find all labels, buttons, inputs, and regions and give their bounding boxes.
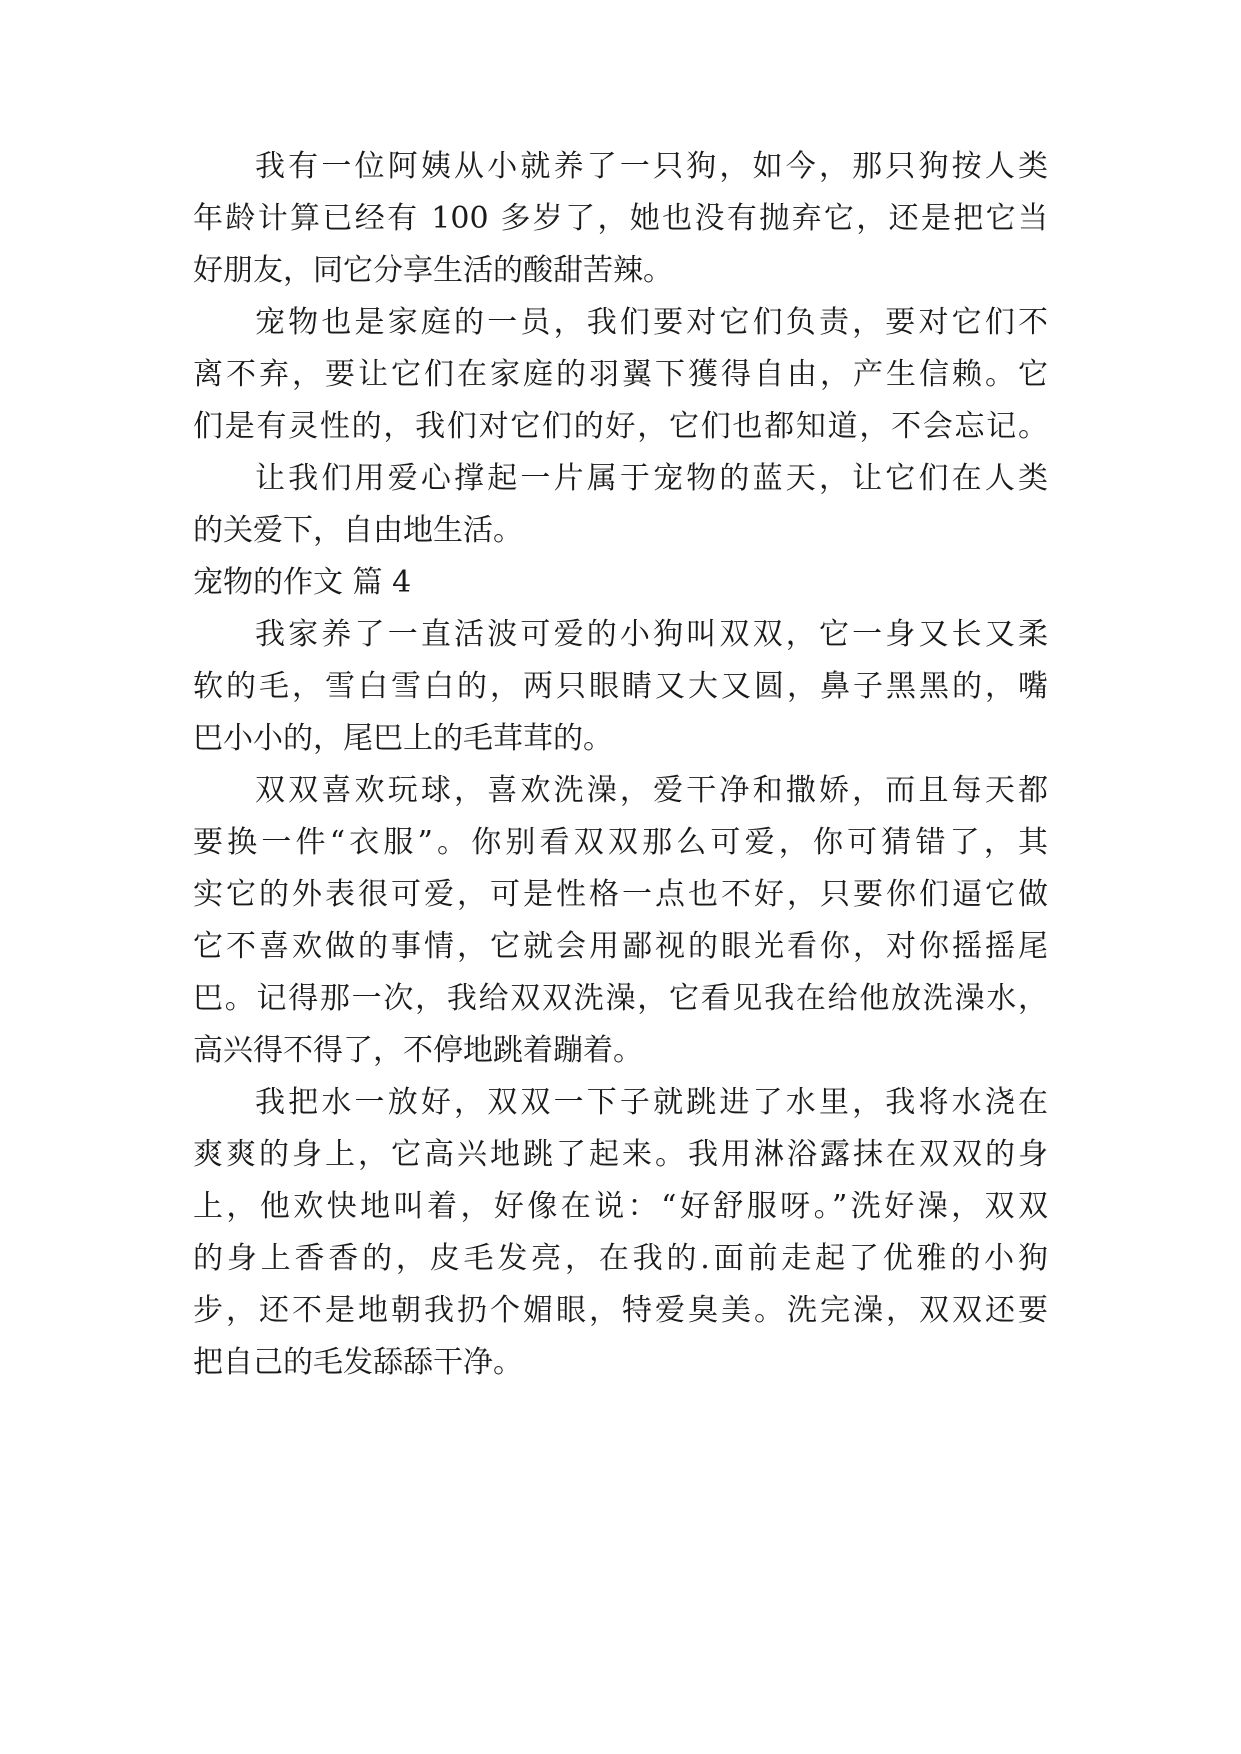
text-line: 我有一位阿姨从小就养了一只狗，如今，那只狗按人类 [255, 149, 1048, 184]
text-line: 我把水一放好，双双一下子就跳进了水里，我将水浇在 [255, 1085, 1048, 1120]
text-line: 要换一件“衣服”。你别看双双那么可爱，你可猜错了，其 [193, 825, 1048, 860]
text-line: 爽爽的身上，它高兴地跳了起来。我用淋浴露抹在双双的身 [193, 1137, 1048, 1172]
text-line: 年龄计算已经有 100 多岁了，她也没有抛弃它，还是把它当 [193, 201, 1048, 236]
text-line: 双双喜欢玩球，喜欢洗澡，爱干净和撒娇，而且每天都 [255, 773, 1048, 808]
text-line: 上，他欢快地叫着，好像在说：“好舒服呀。”洗好澡，双双 [193, 1189, 1048, 1224]
text-line: 宠物也是家庭的一员，我们要对它们负责，要对它们不 [255, 305, 1048, 340]
text-line: 把自己的毛发舔舔干净。 [193, 1345, 523, 1380]
text-line: 的关爱下，自由地生活。 [193, 513, 523, 548]
text-line: 让我们用爱心撑起一片属于宠物的蓝天，让它们在人类 [255, 461, 1048, 496]
text-line: 它不喜欢做的事情，它就会用鄙视的眼光看你，对你摇摇尾 [193, 929, 1048, 964]
text-line: 的身上香香的，皮毛发亮，在我的.面前走起了优雅的小狗 [193, 1241, 1048, 1276]
text-line: 软的毛，雪白雪白的，两只眼睛又大又圆，鼻子黑黑的，嘴 [193, 669, 1048, 704]
text-line: 好朋友，同它分享生活的酸甜苦辣。 [193, 253, 673, 288]
section-heading: 宠物的作文 篇 4 [193, 565, 412, 600]
text-line: 巴。记得那一次，我给双双洗澡，它看见我在给他放洗澡水， [193, 981, 1048, 1016]
text-line: 们是有灵性的，我们对它们的好，它们也都知道，不会忘记。 [193, 409, 1048, 444]
text-line: 实它的外表很可爱，可是性格一点也不好，只要你们逼它做 [193, 877, 1048, 912]
text-line: 我家养了一直活波可爱的小狗叫双双，它一身又长又柔 [255, 617, 1048, 652]
text-line: 步，还不是地朝我扔个媚眼，特爱臭美。洗完澡，双双还要 [193, 1293, 1048, 1328]
text-line: 巴小小的，尾巴上的毛茸茸的。 [193, 721, 613, 756]
text-line: 高兴得不得了，不停地跳着蹦着。 [193, 1033, 643, 1068]
text-line: 离不弃，要让它们在家庭的羽翼下獲得自由，产生信赖。它 [193, 357, 1048, 392]
